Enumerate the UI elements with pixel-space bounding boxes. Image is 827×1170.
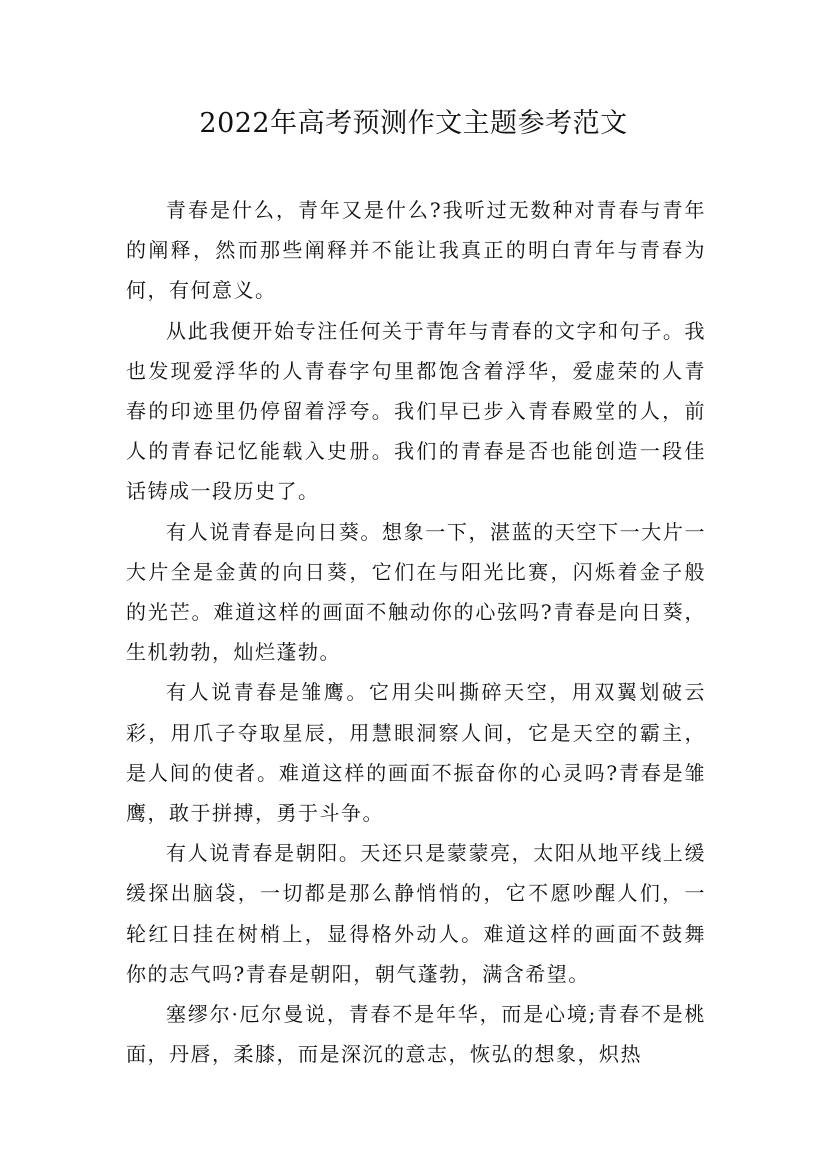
paragraph-6: 塞缪尔·厄尔曼说，青春不是年华，而是心境;青春不是桃面，丹唇，柔膝，而是深沉的意志，恢弘的想象，炽热 <box>126 1002 706 1067</box>
document-body <box>126 190 706 1074</box>
paragraph-3: 有人说青春是向日葵。想象一下，湛蓝的天空下一大片一大片全是金黄的向日葵，它们在与阳光比赛，闪烁着金子般的光芒。难道这样的画面不触动你的心弦吗?青春是向日葵，生机勃勃，灿烂蓬勃。 <box>126 519 706 665</box>
paragraph-4: 有人说青春是雏鹰。它用尖叫撕碎天空，用双翼划破云彩，用爪子夺取星辰，用慧眼洞察人间，它是天空的霸主，是人间的使者。难道这样的画面不振奋你的心灵吗?青春是雏鹰，敢于拼搏，勇于斗争。 <box>126 680 706 826</box>
paragraph-2: 从此我便开始专注任何关于青年与青春的文字和句子。我也发现爱浮华的人青春字句里都饱含着浮华，爱虚荣的人青春的印迹里仍停留着浮夸。我们早已步入青春殿堂的人，前人的青春记忆能载入史册。我们的青春是否也能创造一段佳话铸成一段历史了。 <box>126 318 706 504</box>
paragraph-1: 青春是什么，青年又是什么?我听过无数种对青春与青年的阐释，然而那些阐释并不能让我真正的明白青年与青春为何，有何意义。 <box>126 198 706 303</box>
paragraph-5: 有人说青春是朝阳。天还只是蒙蒙亮，太阳从地平线上缓缓探出脑袋，一切都是那么静悄悄的，它不愿吵醒人们，一轮红日挂在树梢上，显得格外动人。难道这样的画面不鼓舞你的志气吗?青春是朝阳，朝气蓬勃，满含希望。 <box>126 841 706 986</box>
document-title: 2022年高考预测作文主题参考范文 <box>199 108 628 139</box>
